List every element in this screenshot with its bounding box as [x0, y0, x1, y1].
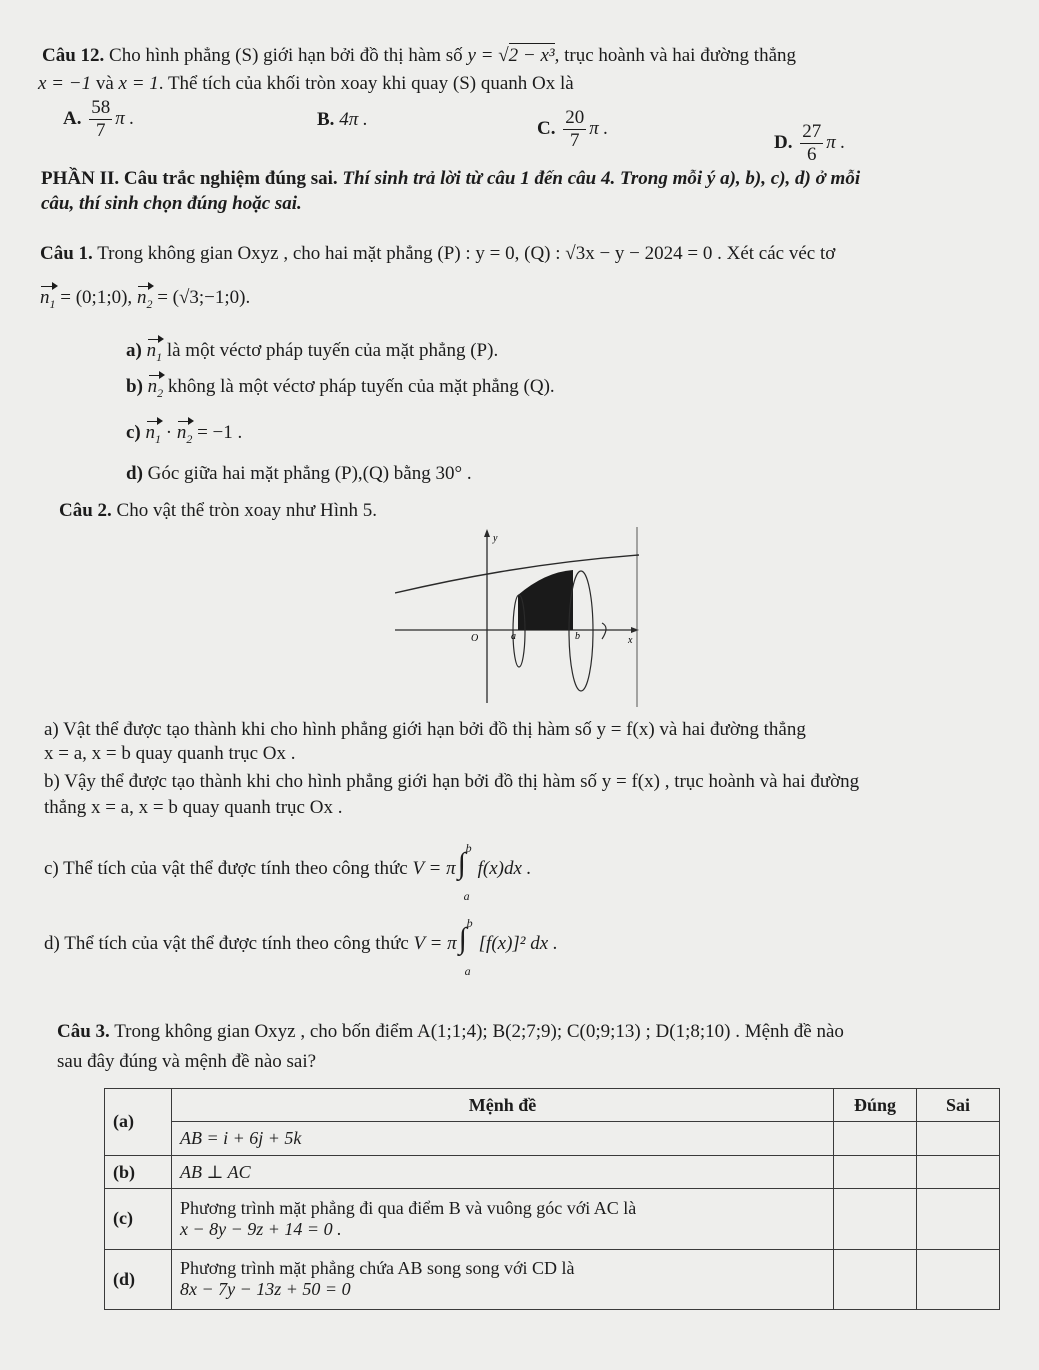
q12-option-c[interactable] [537, 107, 608, 152]
q12-option-d[interactable] [774, 121, 845, 166]
q1-statement-d [126, 462, 472, 486]
q12-option-a[interactable] [63, 97, 134, 142]
option-d-den: 6 [806, 144, 817, 165]
q1-b-label: b) [126, 376, 143, 397]
q2-c-V: V = π [412, 858, 456, 879]
q2-label: Câu 2. [59, 500, 112, 521]
q2-d-text: d) Thể tích của vật thể được tính theo công thức [44, 933, 409, 954]
row-c-false[interactable] [917, 1189, 1000, 1249]
q12-text1: Cho hình phẳng (S) giới hạn bởi đồ thị hàm số [109, 45, 463, 66]
q1-c-text: = −1 . [197, 422, 243, 443]
q2-d-V: V = π [413, 933, 457, 954]
shaded-region [518, 570, 573, 630]
q2-c [44, 840, 532, 903]
part2-instruction2: câu, thí sinh chọn đúng hoặc sai. [41, 193, 302, 214]
row-d-cell [172, 1249, 834, 1309]
option-c-suffix: π . [589, 117, 609, 139]
q1-a-label: a) [126, 340, 142, 361]
q3-line2: sau đây đúng và mệnh đề nào sai? [57, 1051, 317, 1072]
x-axis-arrow-icon [631, 627, 639, 633]
row-d-false[interactable] [917, 1249, 1000, 1309]
row-a-false[interactable] [917, 1122, 1000, 1155]
row-b-false[interactable] [917, 1155, 1000, 1188]
label-x: x [628, 635, 633, 646]
q1-intro-line [40, 242, 835, 266]
q3-table [104, 1088, 1000, 1310]
solid-of-revolution-figure [395, 527, 645, 707]
table-header-row [105, 1089, 1000, 1122]
q12-x1: x = −1 [38, 73, 92, 94]
q1-label: Câu 1. [40, 243, 93, 264]
q1-c-label: c) [126, 422, 141, 443]
option-a-suffix: π . [115, 107, 135, 129]
row-d-text1: Phương trình mặt phẳng chứa AB song song với CD là [180, 1258, 575, 1279]
q3-line1 [57, 1020, 844, 1044]
q2-b-line1: b) Vậy thể được tạo thành khi cho hình phẳng giới hạn bởi đồ thị hàm số y = f(x) , trục hoành và hai đường [44, 771, 860, 792]
option-a-den: 7 [95, 120, 106, 141]
vector-n1-sym: n [40, 287, 50, 308]
header-statement: Mệnh đề [172, 1089, 834, 1122]
q12-label: Câu 12. [42, 45, 105, 66]
int-upper: b [466, 915, 473, 930]
option-d-num: 27 [802, 121, 822, 142]
label-y: y [493, 533, 498, 544]
label-a: a [511, 631, 516, 642]
q1-d-label: d) [126, 463, 143, 484]
q2-b-line2: thẳng x = a, x = b quay quanh trục Ox . [44, 797, 343, 818]
table-row [105, 1249, 1000, 1309]
vector-n2-dot: $n_2$ [177, 421, 193, 451]
vector-n2-sym: n [136, 287, 147, 308]
row-d-true[interactable] [834, 1249, 917, 1309]
row-c-text1: Phương trình mặt phẳng đi qua điểm B và vuông góc với AC là [180, 1197, 637, 1218]
option-c-label: C. [537, 117, 556, 139]
row-a-text: AB = i + 6j + 5k [172, 1122, 834, 1155]
part2-title: PHẦN II. Câu trắc nghiệm đúng sai. [41, 168, 338, 189]
option-d-label: D. [774, 131, 793, 153]
header-false: Sai [917, 1089, 1000, 1122]
q2-intro: Cho vật thể tròn xoay như Hình 5. [116, 500, 377, 521]
vector-n2: $n_2$ [137, 286, 153, 316]
q2-a-line1: a) Vật thể được tạo thành khi cho hình phẳng giới hạn bởi đồ thị hàm số y = f(x) và hai đường thẳng [44, 719, 806, 740]
vector-n1-dot: $n_1$ [146, 421, 162, 451]
row-a-true[interactable] [834, 1122, 917, 1155]
q12-line2 [38, 72, 574, 96]
q1-statement-c: c) $n_1 \cdot n_2 = -1$ . [126, 421, 242, 451]
q3-label: Câu 3. [57, 1021, 110, 1042]
row-d-text2: 8x − 7y − 13z + 50 = 0 [180, 1279, 351, 1300]
q2-a-line2: x = a, x = b quay quanh trục Ox . [44, 743, 296, 764]
q12-option-b[interactable] [317, 109, 368, 131]
option-b-label: B. [317, 109, 335, 130]
q1-a-text: là một véctơ pháp tuyến của mặt phẳng (P). [166, 340, 499, 361]
vector-n2-ref: $n_2$ [148, 375, 164, 405]
q1-statement-b [126, 375, 555, 405]
curve-f [395, 555, 639, 593]
rotation-arrow-icon [602, 623, 606, 639]
q12-x2: x = 1 [118, 73, 159, 94]
vector-n1-ref: $n_1$ [147, 339, 163, 369]
option-c-num: 20 [565, 107, 585, 128]
int-upper: b [465, 840, 472, 855]
q1-vectors [40, 286, 250, 316]
q12-text1b: , trục hoành và hai đường thẳng [554, 45, 797, 66]
option-d-fraction [800, 121, 823, 166]
vector-n1: $n_1$ [40, 286, 56, 316]
q1-statement-a [126, 339, 498, 369]
row-b-true[interactable] [834, 1155, 917, 1188]
vector-n1-value: = (0;1;0), [55, 287, 137, 308]
q12-line1 [42, 44, 796, 68]
q12-and: và [95, 73, 114, 94]
q3-text1: Trong không gian Oxyz , cho bốn điểm A(1;1;4); B(2;7;9); C(0;9;13) ; D(1;8;10) . Mệnh đề nào [114, 1021, 844, 1042]
table-row [105, 1122, 1000, 1155]
option-a-num: 58 [91, 97, 111, 118]
option-c-den: 7 [569, 130, 580, 151]
part2-instruction1: Thí sinh trả lời từ câu 1 đến câu 4. Trong mỗi ý a), b), c), d) ở mỗi [342, 168, 861, 189]
label-b: b [575, 631, 580, 642]
sqrt-symbol: √ [498, 45, 509, 66]
q2-d-formula: [f(x)]² dx . [478, 933, 558, 954]
row-c-id: (c) [105, 1189, 172, 1249]
option-d-suffix: π . [826, 131, 846, 153]
row-c-true[interactable] [834, 1189, 917, 1249]
row-c-cell [172, 1189, 834, 1249]
row-b-id: (b) [105, 1155, 172, 1188]
q2-c-text: c) Thể tích của vật thể được tính theo công thức [44, 858, 408, 879]
q12-func-y: y = [467, 45, 494, 66]
y-axis-arrow-icon [484, 529, 490, 537]
table-row [105, 1155, 1000, 1188]
row-d-id: (d) [105, 1249, 172, 1309]
q1-d-text: Góc giữa hai mặt phẳng (P),(Q) bằng 30° . [147, 463, 472, 484]
q2-intro-line [59, 499, 377, 523]
part2-line1 [41, 167, 860, 191]
table-id-cell: (a) [105, 1089, 172, 1156]
header-true: Đúng [834, 1089, 917, 1122]
q2-d [44, 915, 558, 978]
vector-n2-value: = (√3;−1;0). [152, 287, 251, 308]
option-a-label: A. [63, 107, 82, 129]
integral-icon: ∫ b a [456, 858, 478, 882]
q1-intro: Trong không gian Oxyz , cho hai mặt phẳng (P) : y = 0, (Q) : √3x − y − 2024 = 0 . Xét các véc tơ [97, 243, 836, 264]
option-c-fraction [563, 107, 586, 152]
integral-icon: ∫ b a [457, 933, 479, 957]
option-a-fraction [89, 97, 112, 142]
q1-b-text: không là một véctơ pháp tuyến của mặt phẳng (Q). [167, 376, 555, 397]
table-row [105, 1189, 1000, 1249]
row-c-text2: x − 8y − 9z + 14 = 0 . [180, 1218, 342, 1239]
int-lower: a [464, 963, 471, 978]
q2-c-formula: f(x)dx . [477, 858, 532, 879]
row-b-text: AB ⊥ AC [172, 1155, 834, 1188]
q12-radicand: 2 − x³ [508, 45, 555, 66]
option-b-text: 4π . [339, 109, 368, 130]
q12-text2: . Thể tích của khối tròn xoay khi quay (S) quanh Ox là [158, 73, 574, 94]
label-o: O [471, 633, 479, 644]
int-lower: a [463, 888, 470, 903]
disk-at-b [569, 571, 593, 691]
